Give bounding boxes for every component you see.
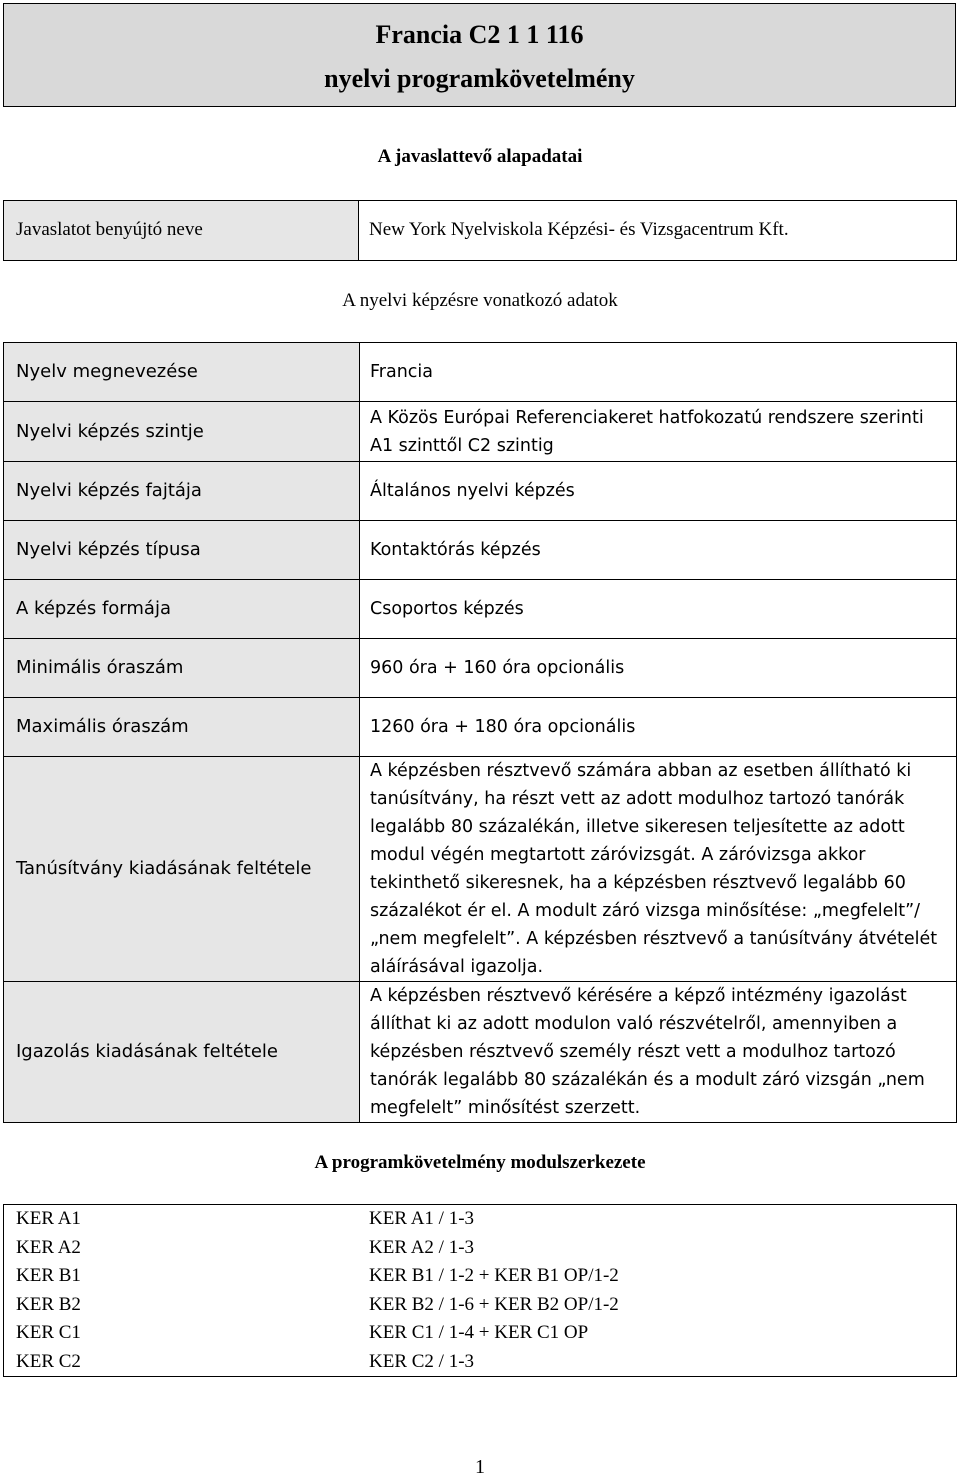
module-row [4, 1234, 957, 1263]
module-row [4, 1262, 957, 1291]
module-list: KER B2 / 1-6 + KER B2 OP/1-2 [369, 1293, 619, 1315]
training-section-heading: A nyelvi képzésre vonatkozó adatok [342, 290, 618, 311]
module-list: KER C2 / 1-3 [369, 1350, 475, 1372]
training-row [4, 521, 957, 580]
module-row [4, 1319, 957, 1348]
proposer-value: New York Nyelviskola Képzési- és Vizsgacentrum Kft. [369, 219, 789, 240]
training-row-value: Francia [360, 343, 957, 402]
training-row-value: A képzésben résztvevő kérésére a képző intézmény igazolást állíthat ki az adott modulon való részvételről, amennyiben a képzésben résztvevő személy részt vett a modulhoz tartozó tanórák legalább 80 százalékán és a modult záró vizsgán „nem megfelelt” minősítést szerzett. [360, 982, 957, 1123]
training-row-label: Tanúsítvány kiadásának feltétele [4, 757, 360, 982]
training-row-value: A Közös Európai Referenciakeret hatfokozatú rendszere szerinti A1 szinttől C2 szintig [360, 402, 957, 462]
training-data-table [3, 342, 957, 1123]
module-section-heading: A programkövetelmény modulszerkezete [314, 1152, 646, 1173]
training-row [4, 343, 957, 402]
module-level: KER C2 [16, 1350, 81, 1372]
document-title-box [3, 3, 956, 107]
training-row [4, 580, 957, 639]
module-row [4, 1205, 957, 1234]
training-row-label: Igazolás kiadásának feltétele [4, 982, 360, 1123]
module-list: KER C1 / 1-4 + KER C1 OP [369, 1322, 589, 1344]
training-row-label: A képzés formája [4, 580, 360, 639]
training-row [4, 402, 957, 462]
training-row-value: 1260 óra + 180 óra opcionális [360, 698, 957, 757]
module-list: KER A1 / 1-3 [369, 1208, 475, 1230]
training-row-label: Nyelvi képzés fajtája [4, 462, 360, 521]
proposer-section-heading: A javaslattevő alapadatai [377, 146, 583, 167]
training-row-value: Csoportos képzés [360, 580, 957, 639]
training-row [4, 757, 957, 982]
module-row [4, 1291, 957, 1320]
page-number: 1 [475, 1456, 485, 1478]
document-subtitle: nyelvi programkövetelmény [324, 64, 635, 93]
training-row [4, 462, 957, 521]
module-level: KER B1 [16, 1265, 81, 1287]
module-row [4, 1348, 957, 1377]
document-title: Francia C2 1 1 116 [375, 20, 584, 49]
training-row [4, 982, 957, 1123]
training-row-label: Nyelv megnevezése [4, 343, 360, 402]
training-row-value: A képzésben résztvevő számára abban az esetben állítható ki tanúsítvány, ha részt vett az adott modulhoz tartozó tanórák legalább 80 százalékán, illetve sikeresen teljesítette az adott modul végén megtartott záróvizsgát. A záróvizsga akkor tekinthető sikeresnek, ha a képzésben résztvevő legalább 60 százalékot ér el. A modult záró vizsga minősítése: „megfelelt”/ „nem megfelelt”. A képzésben résztvevő a tanúsítvány átvételét aláírásával igazolja. [360, 757, 957, 982]
proposer-value-cell [358, 200, 957, 261]
proposer-label-cell [3, 200, 359, 261]
training-row [4, 639, 957, 698]
training-row-label: Minimális óraszám [4, 639, 360, 698]
training-row-value: Általános nyelvi képzés [360, 462, 957, 521]
training-row-value: 960 óra + 160 óra opcionális [360, 639, 957, 698]
training-row-label: Maximális óraszám [4, 698, 360, 757]
training-row [4, 698, 957, 757]
module-level: KER C1 [16, 1322, 81, 1344]
module-level: KER A1 [16, 1208, 81, 1230]
training-row-label: Nyelvi képzés szintje [4, 402, 360, 462]
module-level: KER B2 [16, 1293, 81, 1315]
module-list: KER A2 / 1-3 [369, 1236, 475, 1258]
module-structure-table [3, 1204, 957, 1377]
training-row-value: Kontaktórás képzés [360, 521, 957, 580]
proposer-label: Javaslatot benyújtó neve [16, 219, 203, 240]
module-level: KER A2 [16, 1236, 81, 1258]
training-row-label: Nyelvi képzés típusa [4, 521, 360, 580]
module-list: KER B1 / 1-2 + KER B1 OP/1-2 [369, 1265, 619, 1287]
